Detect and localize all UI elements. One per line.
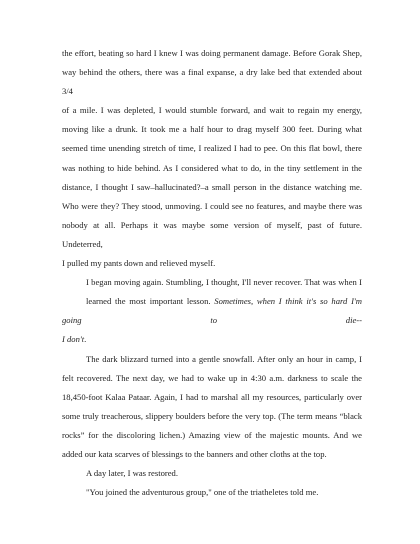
paragraph-1 xyxy=(62,44,362,273)
italic-text-run: I don't xyxy=(62,334,85,345)
body-text xyxy=(62,44,362,502)
text-line: nobody at all. Perhaps it was maybe some version of myself, past of future. Undeterred, xyxy=(62,219,362,249)
paragraph-2 xyxy=(62,273,362,349)
text-line: way behind the others, there was a final expanse, a dry lake bed that extended about 3/4 xyxy=(62,67,362,97)
text-line: of a mile. I was depleted, I would stumble forward, and wait to regain my energy, xyxy=(62,105,362,116)
text-line: was nothing to hide behind. As I considered what to do, in the tiny settlement in the xyxy=(62,162,362,173)
text-line: The dark blizzard turned into a gentle snowfall. After only an hour in camp, I xyxy=(86,353,362,364)
text-line: distance, I thought I saw–hallucinated?–a small person in the distance watching me. xyxy=(62,181,362,192)
paragraph-5 xyxy=(62,483,362,502)
text-line xyxy=(62,292,362,330)
text-run: . xyxy=(84,334,87,345)
text-line: I pulled my pants down and relieved myself. xyxy=(62,258,216,269)
paragraph-4 xyxy=(62,464,362,483)
paragraph-3 xyxy=(62,350,362,465)
text-line: Who were they? They stood, unmoving. I could see no features, and maybe there was xyxy=(62,200,362,211)
text-line: felt recovered. The next day, we had to wake up in 4:30 a.m. darkness to scale the xyxy=(62,372,362,383)
text-line: 18,450-foot Kalaa Pataar. Again, I had to marshal all my resources, particularly over xyxy=(62,391,362,402)
text-line: moving like a drunk. It took me a half hour to drag myself 300 feet. During what xyxy=(62,124,362,135)
text-line: "You joined the adventurous group," one of the triatheletes told me. xyxy=(86,487,319,498)
text-line: added our kata scarves of blessings to the banners and other cloths at the top. xyxy=(62,448,327,459)
text-run: learned the most important lesson. xyxy=(86,296,215,307)
text-line: some truly treacherous, slippery boulders before the very top. (The term means “black xyxy=(62,410,362,421)
text-line xyxy=(62,330,362,349)
text-line: A day later, I was restored. xyxy=(86,468,179,479)
text-line: seemed time unending stretch of time, I realized I had to pee. On this flat bowl, there xyxy=(62,143,362,154)
text-line: rocks” for the discoloring lichen.) Amazing view of the majestic mounts. And we xyxy=(62,429,362,440)
text-line: the effort, beating so hard I knew I was doing permanent damage. Before Gorak Shep, xyxy=(62,48,362,58)
text-line: I began moving again. Stumbling, I thought, I'll never recover. That was when I xyxy=(86,277,362,288)
italic-text-run: Sometimes, when I think it's so hard I'm going to die-- xyxy=(62,296,362,326)
